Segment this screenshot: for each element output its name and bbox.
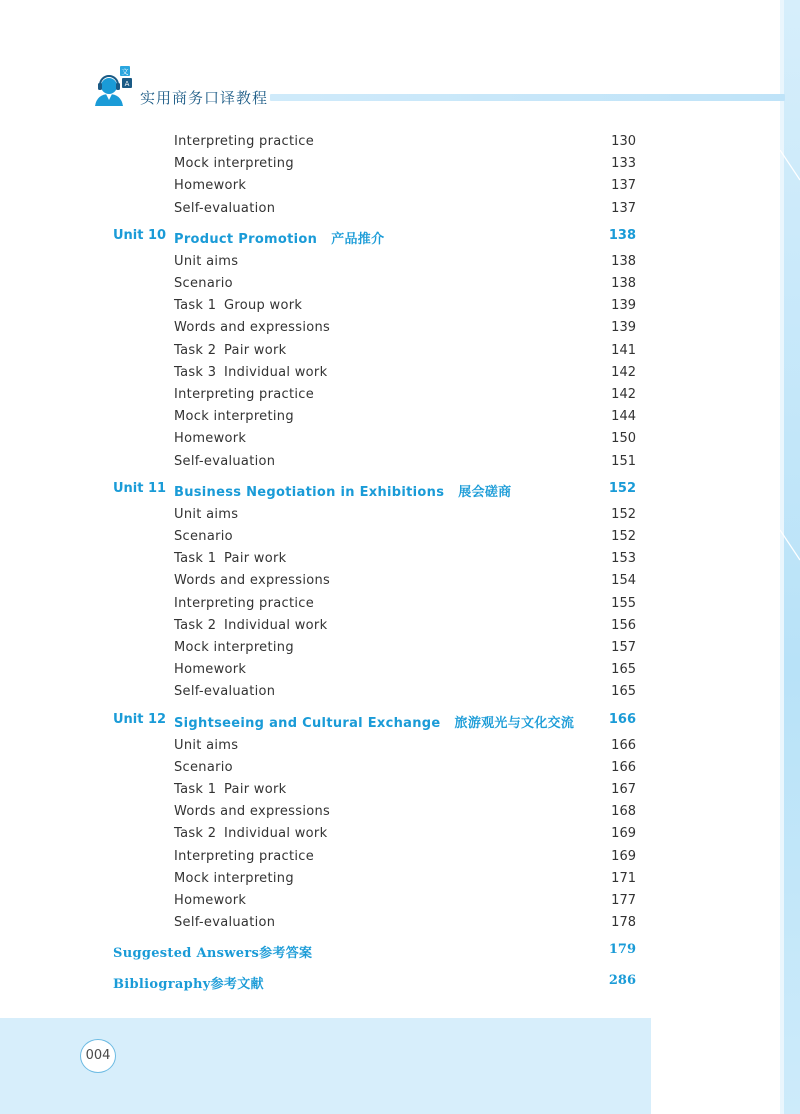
page-ref: 156 [611, 617, 636, 633]
item-title: Unit aims [174, 737, 239, 753]
toc-task-row[interactable] [0, 298, 800, 320]
page-header [90, 66, 790, 110]
toc-item-row[interactable] [0, 201, 800, 223]
toc-item-row[interactable] [0, 387, 800, 409]
toc-item-row[interactable] [0, 276, 800, 298]
book-title: 实用商务口译教程 [140, 89, 269, 107]
unit-title-cn: 展会磋商 [458, 484, 512, 500]
toc-item-row[interactable] [0, 849, 800, 871]
page-ref: 144 [611, 409, 636, 425]
item-title: Self-evaluation [174, 684, 276, 700]
page-ref: 152 [611, 529, 636, 544]
item-title: Scenario [174, 276, 233, 291]
task-label [174, 343, 286, 358]
toc-item-row[interactable] [0, 254, 800, 276]
item-title: Self-evaluation [174, 915, 276, 931]
task-title: Pair work [224, 551, 287, 567]
toc-unit-row[interactable] [0, 481, 800, 503]
task-number: Task 2 [174, 617, 217, 633]
item-title: Unit aims [174, 253, 239, 269]
page-ref: 150 [611, 431, 636, 447]
toc-item-row[interactable] [0, 662, 800, 684]
toc-item-row[interactable] [0, 596, 800, 618]
page-ref: 165 [611, 662, 636, 678]
unit-title [174, 481, 511, 500]
item-title: Mock interpreting [174, 409, 294, 425]
task-label [174, 298, 302, 313]
item-title: Interpreting practice [174, 595, 315, 611]
page-ref: 155 [611, 595, 636, 611]
toc-unit-row[interactable] [0, 228, 800, 250]
page-ref: 153 [611, 551, 636, 567]
item-title: Self-evaluation [174, 200, 276, 216]
item-title: Homework [174, 178, 247, 194]
page-ref: 165 [611, 684, 636, 700]
unit-number: Unit 12 [113, 711, 167, 727]
unit-number: Unit 11 [113, 480, 167, 496]
backmatter-title-en: Suggested Answers [113, 946, 260, 962]
item-title: Interpreting practice [174, 134, 315, 149]
page-ref: 139 [611, 298, 636, 314]
page-ref: 178 [611, 915, 636, 931]
page-ref: 166 [611, 759, 636, 775]
task-title: Pair work [224, 342, 287, 358]
toc-item-row[interactable] [0, 738, 800, 760]
task-number: Task 3 [174, 364, 217, 380]
task-number: Task 2 [174, 342, 217, 358]
toc-task-row[interactable] [0, 551, 800, 573]
page-ref: 177 [611, 893, 636, 908]
toc-task-row[interactable] [0, 826, 800, 848]
item-title: Scenario [174, 759, 233, 775]
item-title: Mock interpreting [174, 870, 294, 886]
toc-task-row[interactable] [0, 618, 800, 640]
page-ref: 151 [611, 453, 636, 469]
page-ref: 167 [611, 782, 636, 797]
svg-text:A: A [124, 80, 130, 88]
page-ref: 169 [611, 826, 636, 842]
toc-item-row[interactable] [0, 915, 800, 937]
page-ref: 137 [611, 178, 636, 194]
unit-number: Unit 10 [113, 227, 167, 243]
task-label [174, 551, 286, 566]
task-number: Task 1 [174, 782, 217, 797]
item-title: Interpreting practice [174, 387, 315, 402]
page-ref: 138 [611, 276, 636, 291]
toc-item-row[interactable] [0, 893, 800, 915]
task-label [174, 618, 327, 633]
toc-task-row[interactable] [0, 365, 800, 387]
page-ref: 138 [608, 227, 636, 243]
toc-item-row[interactable] [0, 409, 800, 431]
item-title: Mock interpreting [174, 156, 294, 172]
toc-item-row[interactable] [0, 454, 800, 476]
backmatter-title [113, 973, 264, 992]
toc-item-row[interactable] [0, 684, 800, 706]
toc-item-row[interactable] [0, 573, 800, 595]
unit-title [174, 712, 574, 731]
toc-item-row[interactable] [0, 431, 800, 453]
task-title: Pair work [224, 782, 287, 797]
task-title: Individual work [224, 826, 328, 842]
task-title: Individual work [224, 364, 328, 380]
svg-text:文: 文 [121, 68, 129, 76]
page-ref: 137 [611, 200, 636, 216]
page-ref: 157 [611, 640, 636, 655]
page-ref: 286 [608, 973, 636, 989]
page-ref: 138 [611, 253, 636, 269]
page-ref: 130 [611, 134, 636, 149]
page-ref: 179 [608, 942, 636, 958]
unit-title-cn: 产品推介 [331, 231, 385, 247]
task-label [174, 365, 327, 380]
page-ref: 154 [611, 573, 636, 589]
page-ref: 139 [611, 320, 636, 336]
page-ref: 152 [608, 480, 636, 496]
task-title: Group work [224, 298, 303, 314]
page-ref: 141 [611, 342, 636, 358]
toc-item-row[interactable] [0, 320, 800, 342]
item-title: Unit aims [174, 506, 239, 522]
backmatter-title-cn: 参考答案 [259, 946, 313, 962]
backmatter-title [113, 942, 312, 961]
task-label [174, 782, 286, 797]
item-title: Homework [174, 431, 247, 447]
item-title: Words and expressions [174, 320, 331, 336]
page-ref: 133 [611, 156, 636, 172]
backmatter-title-en: Bibliography [113, 977, 211, 993]
item-title: Mock interpreting [174, 640, 294, 655]
toc-item-row[interactable] [0, 507, 800, 529]
toc-task-row[interactable] [0, 343, 800, 365]
toc-task-row[interactable] [0, 782, 800, 804]
unit-title-en: Product Promotion [174, 231, 318, 247]
page-ref: 142 [611, 387, 636, 402]
page-ref: 168 [611, 804, 636, 820]
unit-title [174, 228, 384, 247]
page-ref: 166 [611, 737, 636, 753]
task-number: Task 1 [174, 551, 217, 567]
toc-backmatter-row[interactable] [0, 942, 800, 964]
unit-title-cn: 旅游观光与文化交流 [454, 715, 575, 731]
task-label [174, 826, 327, 841]
page-ref: 171 [611, 870, 636, 886]
task-number: Task 2 [174, 826, 217, 842]
toc-backmatter-row[interactable] [0, 973, 800, 995]
toc-unit-row[interactable] [0, 712, 800, 734]
page-number: 004 [80, 1039, 116, 1073]
item-title: Words and expressions [174, 804, 331, 820]
unit-title-en: Sightseeing and Cultural Exchange [174, 715, 441, 731]
task-number: Task 1 [174, 298, 217, 314]
item-title: Interpreting practice [174, 848, 315, 864]
item-title: Homework [174, 893, 247, 908]
item-title: Words and expressions [174, 573, 331, 589]
toc-item-row[interactable] [0, 804, 800, 826]
toc-item-row[interactable] [0, 156, 800, 178]
unit-title-en: Business Negotiation in Exhibitions [174, 484, 445, 500]
toc-item-row[interactable] [0, 529, 800, 551]
item-title: Homework [174, 662, 247, 678]
page-ref: 166 [608, 711, 636, 727]
page-ref: 142 [611, 364, 636, 380]
header-bar [270, 94, 785, 101]
toc-item-row[interactable] [0, 640, 800, 662]
item-title: Scenario [174, 529, 233, 544]
item-title: Self-evaluation [174, 453, 276, 469]
toc-item-row[interactable] [0, 871, 800, 893]
toc-item-row[interactable] [0, 134, 800, 156]
toc-item-row[interactable] [0, 760, 800, 782]
page-ref: 152 [611, 506, 636, 522]
backmatter-title-cn: 参考文献 [210, 977, 264, 993]
interpreter-headset-icon [92, 66, 134, 108]
task-title: Individual work [224, 617, 328, 633]
page-ref: 169 [611, 848, 636, 864]
toc-item-row[interactable] [0, 178, 800, 200]
